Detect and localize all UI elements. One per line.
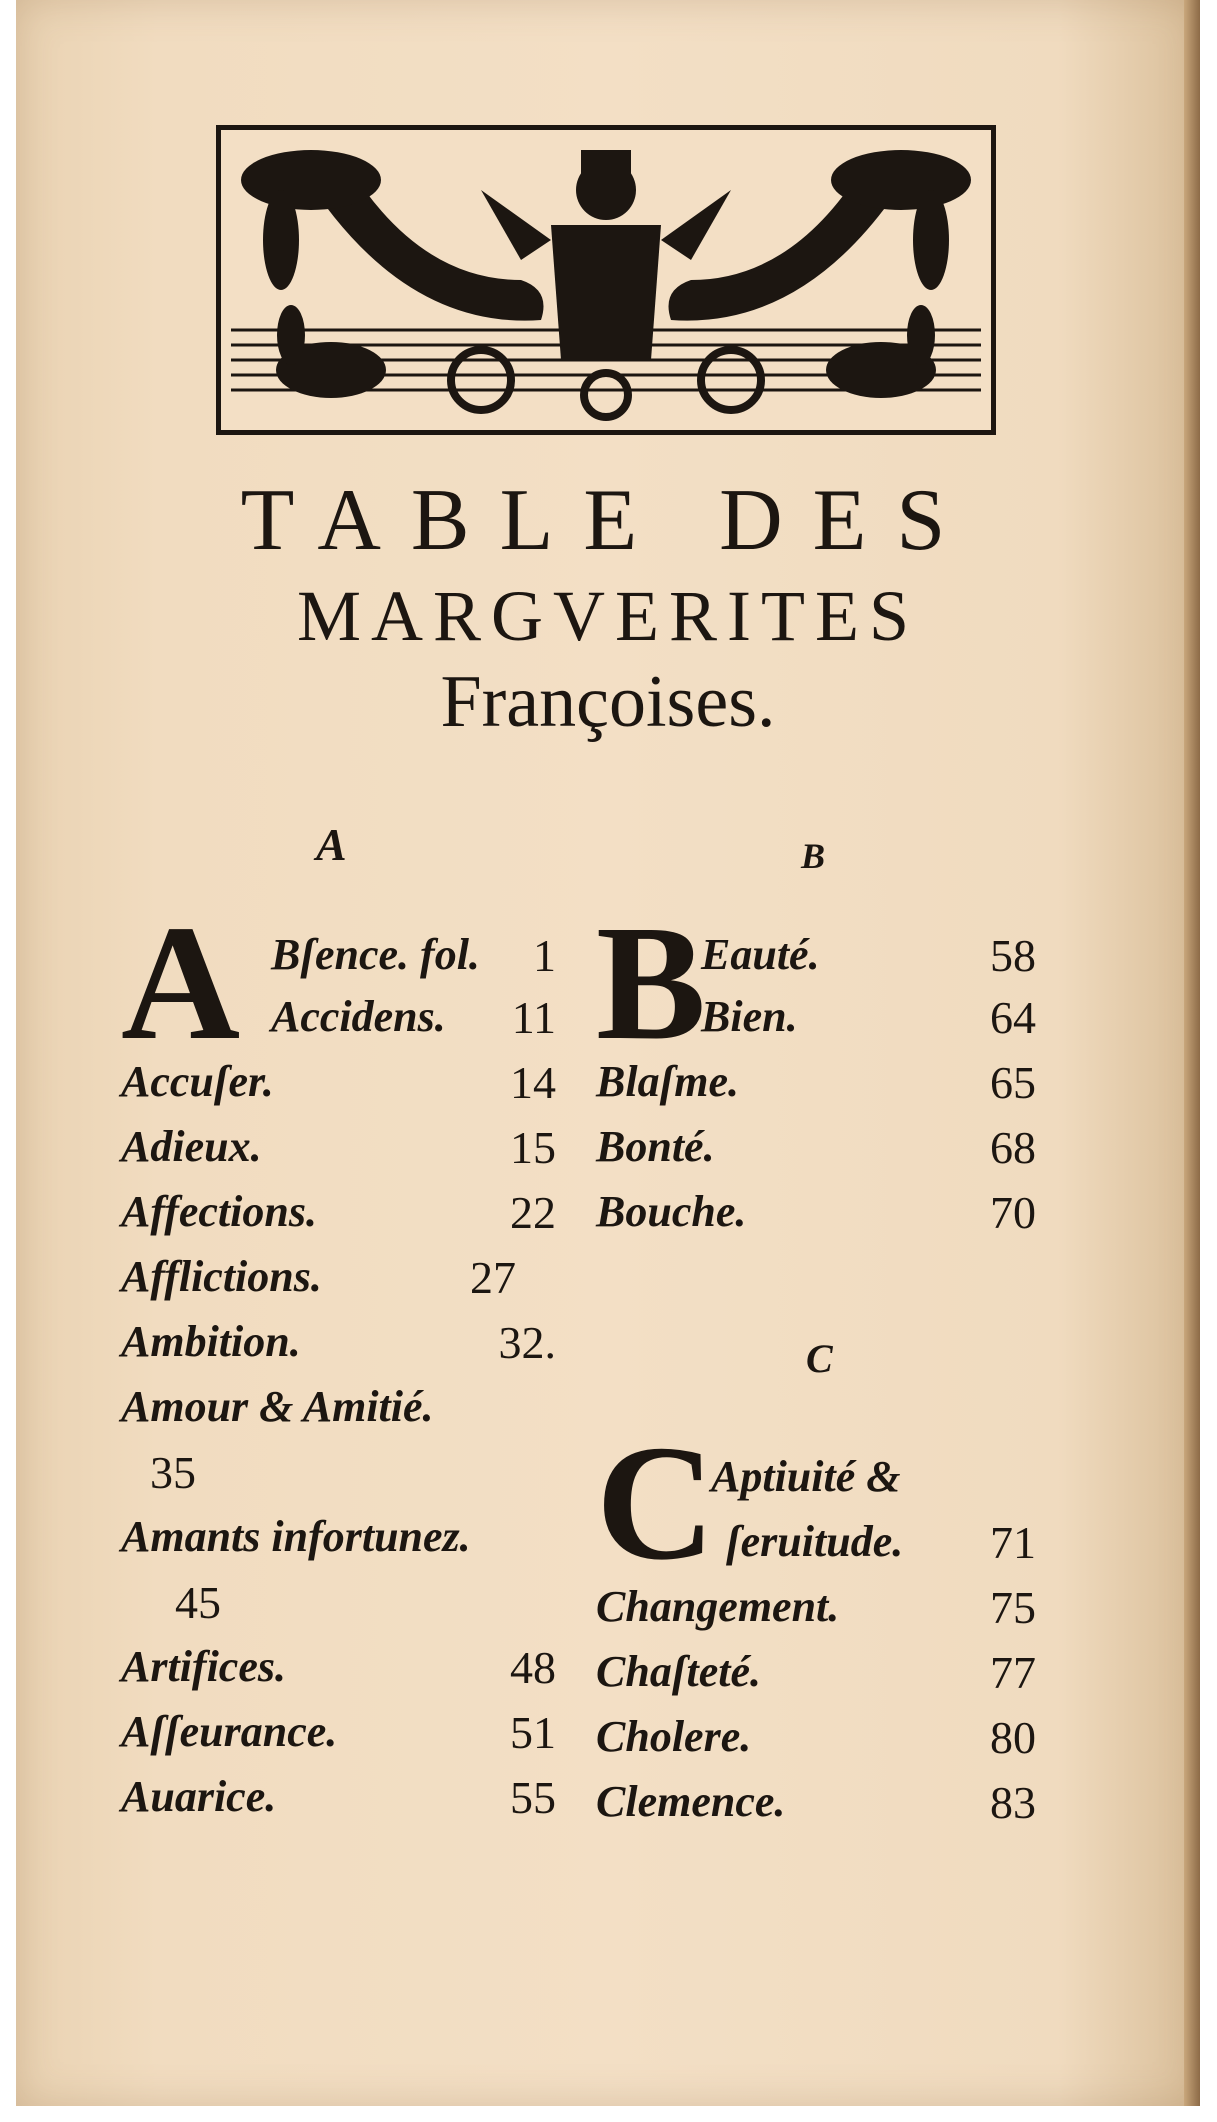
index-entry-page: 32. — [498, 1317, 556, 1368]
index-entry-page: 11 — [511, 992, 556, 1043]
index-entry-page: 14 — [510, 1057, 556, 1108]
index-entry-page: 22 — [510, 1187, 556, 1238]
index-entry-term: Ambition. — [121, 1317, 301, 1366]
index-entry-term: Aptiuité & — [711, 1452, 901, 1501]
index-entry-term: Blaſme. — [596, 1057, 739, 1106]
index-entry-term: Chaſteté. — [596, 1647, 761, 1696]
index-entry-page: 1 — [533, 930, 556, 981]
index-entry-page: 70 — [990, 1187, 1036, 1238]
index-entry-term: Bonté. — [596, 1122, 715, 1171]
section-heading-c: C — [806, 1336, 833, 1381]
index-entry-term: Bien. — [701, 992, 798, 1041]
title-line-1: TABLE DES — [240, 472, 976, 569]
index-entry-term: Aſſeurance. — [121, 1707, 338, 1756]
index-entry-page: 83 — [990, 1777, 1036, 1828]
index-entry-page: 77 — [990, 1647, 1036, 1698]
dropcap-c: C — [596, 1411, 716, 1594]
page-spine-shadow — [1184, 0, 1200, 2106]
index-entry-term: Accidens. — [271, 992, 446, 1041]
index-entry-page: 51 — [510, 1707, 556, 1758]
dropcap-a: A — [121, 891, 241, 1074]
index-entry-term: Changement. — [596, 1582, 840, 1631]
index-entry-term: Bouche. — [596, 1187, 747, 1236]
index-entry-term: Adieux. — [121, 1122, 262, 1171]
index-entry-term: Bſence. fol. — [271, 930, 480, 979]
index-entry-term: Amour & Amitié. — [121, 1382, 434, 1431]
index-entry-page: 71 — [990, 1517, 1036, 1568]
title-line-2: MARGVERITES — [296, 576, 919, 656]
index-entry-page: 55 — [510, 1772, 556, 1823]
woodcut-headpiece-icon — [216, 125, 996, 435]
index-entry-page: 35 — [150, 1447, 196, 1498]
index-entry-term: Eauté. — [701, 930, 820, 979]
index-entry-term: Auarice. — [121, 1772, 277, 1821]
index-entry-page: 15 — [510, 1122, 556, 1173]
section-heading-b: B — [801, 836, 826, 876]
index-entry-term: Afflictions. — [121, 1252, 322, 1301]
index-entry-page: 27 — [470, 1252, 516, 1303]
index-entry-term: Clemence. — [596, 1777, 786, 1826]
index-entry-page: 68 — [990, 1122, 1036, 1173]
index-entry-term: Affections. — [121, 1187, 317, 1236]
index-entry-term: Artifices. — [121, 1642, 286, 1691]
index-entry-term: Amants infortunez. — [121, 1512, 471, 1561]
index-entry-page: 80 — [990, 1712, 1036, 1763]
index-entry-page: 45 — [175, 1577, 221, 1628]
index-entry-page: 65 — [990, 1057, 1036, 1108]
index-entry-term: Cholere. — [596, 1712, 752, 1761]
index-entry-page: 64 — [990, 992, 1036, 1043]
index-entry-page: 58 — [990, 930, 1036, 981]
index-entry-page: 48 — [510, 1642, 556, 1693]
dropcap-b: B — [596, 891, 707, 1074]
section-heading-a: A — [316, 819, 347, 870]
index-entry-term: Accuſer. — [121, 1057, 274, 1106]
index-entry-term: ſeruitude. — [726, 1517, 904, 1566]
title-line-3: Françoises. — [440, 661, 776, 743]
index-entry-page: 75 — [990, 1582, 1036, 1633]
book-page — [16, 0, 1200, 2106]
